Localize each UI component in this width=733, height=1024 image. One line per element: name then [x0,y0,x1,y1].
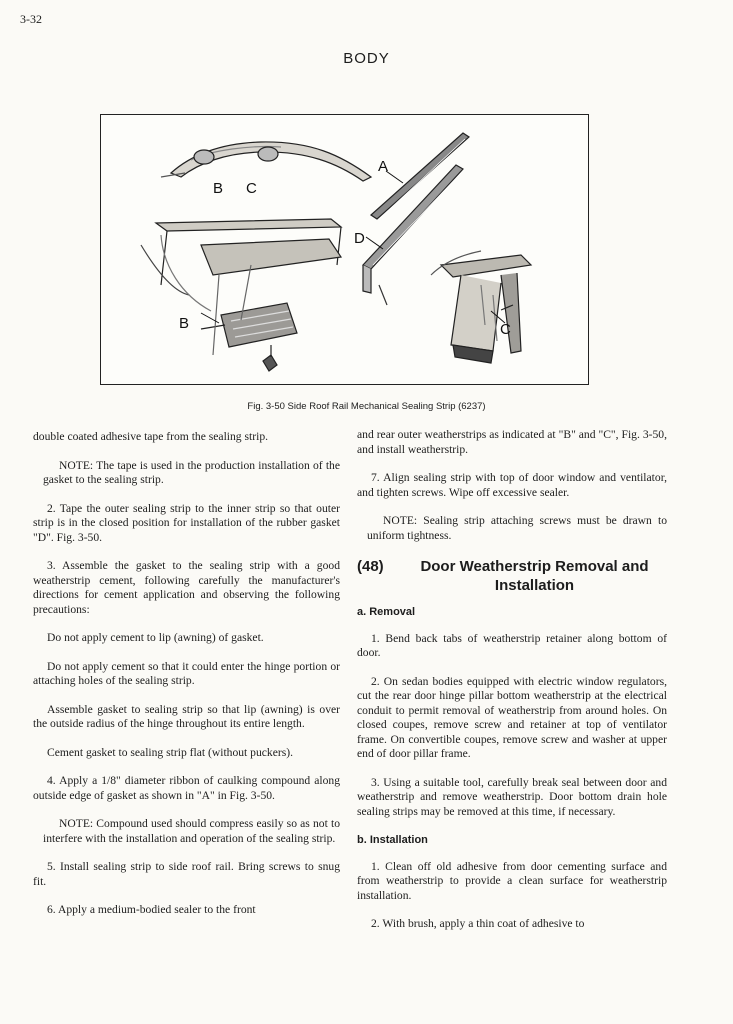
section-title: Door Weatherstrip Removal and Installation [420,558,649,594]
precaution-paragraph: Do not apply cement so that it could enter the hinge portion or attaching holes of the sealing strip. [33,659,340,687]
step-paragraph: 2. Tape the outer sealing strip to the inner strip so that outer strip is in the closed position for installation of the rubber gasket "D". Fig. 3-50. [33,501,340,544]
precaution-paragraph: Do not apply cement to lip (awning) of gasket. [47,631,264,644]
figure-3-50 [100,114,589,385]
callout-c-bottom: C [500,321,511,338]
left-column [33,430,340,932]
callout-d: D [354,230,365,247]
paragraph: and rear outer weatherstrips as indicated at "B" and "C", Fig. 3-50, and install weatherstrip. [357,428,667,456]
callout-b-top: B [213,180,224,197]
note-paragraph: NOTE: Compound used should compress easily so as not to interfere with the installation and operation of the sealing strip. [43,817,340,845]
installation-heading: b. Installation [357,834,428,846]
step-paragraph: 1. Bend back tabs of weatherstrip retainer along bottom of door. [357,631,667,659]
precaution-paragraph: Cement gasket to sealing strip flat (without puckers). [47,745,293,759]
figure-illustration [101,115,588,384]
step-paragraph: 3. Using a suitable tool, carefully break seal between door and weatherstrip and remove weatherstrip. Door bottom drain hole sealing strips may be removed at this time, if necessary. [357,775,667,818]
step-paragraph: 6. Apply a medium-bodied sealer to the front [47,903,256,916]
removal-heading: a. Removal [357,606,416,618]
step-paragraph: 1. Clean off old adhesive from door cementing surface and from weatherstrip to provide a clean surface for weatherstrip installation. [357,859,667,902]
step-paragraph: 3. Assemble the gasket to the sealing strip with a good weatherstrip cement, following carefully the manufacturer's directions for cement application and observing the following precautions: [33,559,340,616]
note-paragraph: NOTE: The tape is used in the production installation of the gasket to the sealing strip. [43,458,340,486]
step-paragraph: 2. On sedan bodies equipped with electric window regulators, cut the rear door hinge pillar bottom weatherstrip at the electrical conduit to permit removal of weatherstrip from around holes. On closed coupes, remove screw and retainer at top of ventilator frame. On convertible coupes, remove screw and washer at upper end of door pillar frame. [357,674,667,760]
step-paragraph: 5. Install sealing strip to side roof rail. Bring screws to snug fit. [33,860,340,888]
paragraph: double coated adhesive tape from the sealing strip. [33,430,269,443]
step-paragraph: 4. Apply a 1/8" diameter ribbon of caulking compound along outside edge of gasket as shown in "A" in Fig. 3-50. [33,774,340,802]
section-heading [357,557,667,595]
precaution-paragraph: Assemble gasket to sealing strip so that lip (awning) is over the outside radius of the hinge throughout its entire length. [33,702,340,730]
step-paragraph: 2. With brush, apply a thin coat of adhesive to [371,917,585,930]
section-number: (48) [357,558,384,575]
callout-a: A [378,158,389,175]
page-title: BODY [343,50,390,67]
page-number: 3-32 [20,12,42,26]
callout-c-top: C [246,180,257,197]
note-paragraph: NOTE: Sealing strip attaching screws must be drawn to uniform tightness. [367,514,667,542]
figure-caption: Fig. 3-50 Side Roof Rail Mechanical Sealing Strip (6237) [247,401,486,412]
right-column [357,428,667,946]
callout-b-bottom: B [179,315,190,332]
step-paragraph: 7. Align sealing strip with top of door window and ventilator, and tighten screws. Wipe off excessive sealer. [357,471,667,499]
